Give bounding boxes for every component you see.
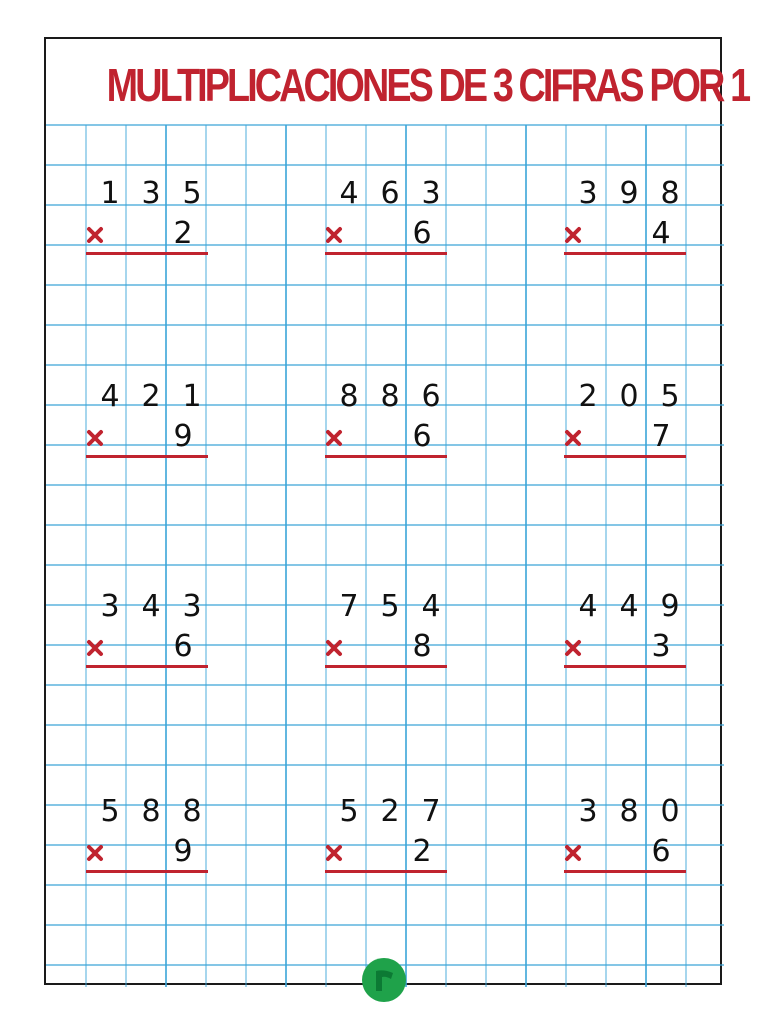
digit: 8 (339, 379, 359, 414)
multiplier: 6 (412, 216, 432, 251)
digit: 5 (100, 794, 120, 829)
digit: 8 (660, 176, 680, 211)
multiply-icon (564, 639, 582, 657)
digit: 3 (100, 589, 120, 624)
result-line (564, 665, 686, 668)
multiplicand (574, 174, 684, 214)
multiply-icon (325, 844, 343, 862)
result-line (325, 455, 447, 458)
digit: 7 (421, 794, 441, 829)
multiply-icon (325, 639, 343, 657)
problem-6 (564, 377, 688, 467)
result-line (564, 252, 686, 255)
logo-mark (362, 958, 406, 1002)
multiplier: 2 (173, 216, 193, 251)
problem-11 (325, 792, 449, 882)
digit: 4 (619, 589, 639, 624)
digit: 2 (380, 794, 400, 829)
result-line (86, 455, 208, 458)
problem-7 (86, 587, 210, 677)
digit: 5 (380, 589, 400, 624)
result-line (86, 870, 208, 873)
multiplicand (96, 587, 206, 627)
multiply-icon (86, 429, 104, 447)
multiply-icon (564, 844, 582, 862)
result-line (564, 870, 686, 873)
digit: 0 (619, 379, 639, 414)
problem-2 (325, 174, 449, 264)
multiply-icon (86, 844, 104, 862)
multiplier: 6 (173, 629, 193, 664)
worksheet (44, 37, 749, 985)
digit: 3 (578, 176, 598, 211)
problem-8 (325, 587, 449, 677)
digit: 3 (141, 176, 161, 211)
result-line (86, 252, 208, 255)
digit: 7 (339, 589, 359, 624)
multiply-icon (564, 226, 582, 244)
multiplier: 6 (412, 419, 432, 454)
digit: 3 (578, 794, 598, 829)
digit: 2 (578, 379, 598, 414)
digit: 4 (141, 589, 161, 624)
multiplicand (335, 174, 445, 214)
multiplicand (335, 377, 445, 417)
digit: 8 (141, 794, 161, 829)
multiply-icon (86, 639, 104, 657)
multiplier: 8 (412, 629, 432, 664)
digit: 4 (100, 379, 120, 414)
multiply-icon (564, 429, 582, 447)
multiply-icon (86, 226, 104, 244)
digit: 9 (619, 176, 639, 211)
digit: 2 (141, 379, 161, 414)
problem-1 (86, 174, 210, 264)
result-line (564, 455, 686, 458)
digit: 3 (421, 176, 441, 211)
multiplicand (96, 174, 206, 214)
multiplier: 6 (651, 834, 671, 869)
multiplicand (96, 377, 206, 417)
problem-4 (86, 377, 210, 467)
digit: 0 (660, 794, 680, 829)
multiplier: 7 (651, 419, 671, 454)
problem-10 (86, 792, 210, 882)
multiplicand (335, 587, 445, 627)
digit: 4 (578, 589, 598, 624)
multiplicand (335, 792, 445, 832)
result-line (325, 665, 447, 668)
digit: 9 (660, 589, 680, 624)
digit: 5 (660, 379, 680, 414)
digit: 8 (380, 379, 400, 414)
result-line (86, 665, 208, 668)
digit: 8 (182, 794, 202, 829)
digit: 6 (421, 379, 441, 414)
digit: 1 (182, 379, 202, 414)
digit: 4 (421, 589, 441, 624)
multiplier: 3 (651, 629, 671, 664)
digit: 5 (182, 176, 202, 211)
result-line (325, 252, 447, 255)
digit: 6 (380, 176, 400, 211)
digit: 3 (182, 589, 202, 624)
digit: 1 (100, 176, 120, 211)
multiply-icon (325, 226, 343, 244)
digit: 5 (339, 794, 359, 829)
multiplier: 9 (173, 834, 193, 869)
page-title: MULTIPLICACIONES DE 3 CIFRAS POR 1 (106, 59, 749, 111)
problem-3 (564, 174, 688, 264)
digit: 4 (339, 176, 359, 211)
multiplier: 2 (412, 834, 432, 869)
problem-12 (564, 792, 688, 882)
multiplier: 9 (173, 419, 193, 454)
multiplier: 4 (651, 216, 671, 251)
digit: 8 (619, 794, 639, 829)
result-line (325, 870, 447, 873)
multiplicand (574, 587, 684, 627)
problem-5 (325, 377, 449, 467)
multiplicand (574, 377, 684, 417)
logo-icon (362, 958, 406, 1002)
multiply-icon (325, 429, 343, 447)
multiplicand (574, 792, 684, 832)
problem-9 (564, 587, 688, 677)
multiplicand (96, 792, 206, 832)
